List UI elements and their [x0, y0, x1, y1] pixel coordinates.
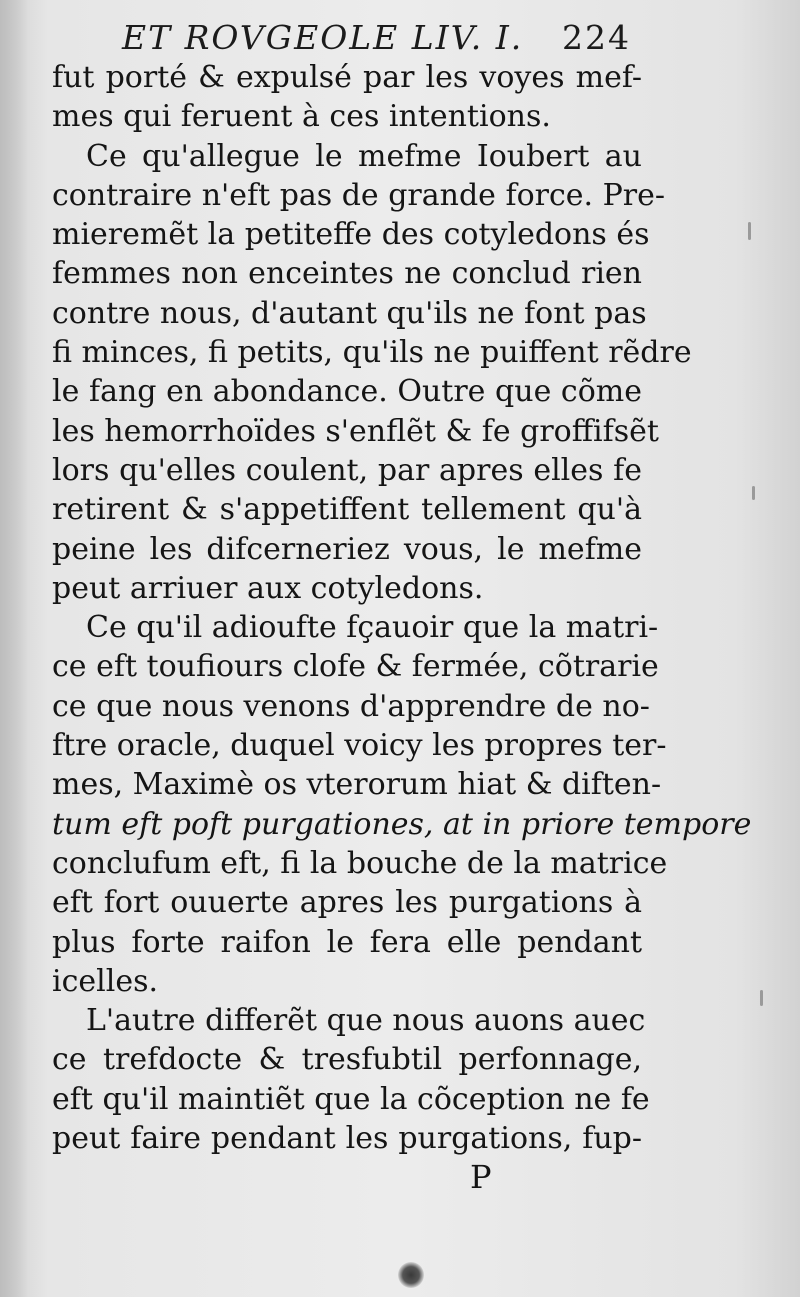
edge-mark	[748, 222, 751, 240]
text-line: peine les difcerneriez vous, le mefme	[52, 531, 642, 567]
text-line: Ce qu'il adioufte fçauoir que la matri-	[86, 610, 659, 646]
text-line: conclufum eft, fi la bouche de la matrice	[52, 845, 668, 881]
gutter-shadow	[0, 0, 28, 1297]
text-line: fut porté & expulsé par les voyes mef-	[52, 60, 642, 95]
text-line: ce que nous venons d'apprendre de no-	[52, 688, 650, 724]
edge-mark	[752, 486, 755, 500]
text-line: lors qu'elles coulent, par apres elles fe	[52, 452, 642, 488]
text-line: retirent & s'appetiffent tellement qu'à	[52, 492, 642, 528]
text-line: peut arriuer aux cotyledons.	[52, 570, 484, 606]
edge-mark	[760, 990, 763, 1006]
text-line: ce eft toufiours clofe & fermée, cõtrarie	[52, 649, 659, 685]
text-line: mes qui feruent à ces intentions.	[52, 99, 551, 135]
ink-smudge	[398, 1262, 424, 1288]
text-line: icelles.	[52, 963, 159, 999]
text-line: eft qu'il maintiẽt que la cõception ne fe	[52, 1081, 650, 1117]
text-line: les hemorrhoïdes s'enflẽt & fe groffifsẽt	[52, 413, 659, 449]
text-line: femmes non enceintes ne conclud rien	[52, 256, 642, 292]
text-line: peut faire pendant les purgations, fup-	[52, 1121, 642, 1157]
text-line: Ce qu'allegue le mefme Ioubert au	[86, 138, 642, 174]
text-line: ftre oracle, duquel voicy les propres ter-	[52, 728, 667, 764]
text-line: le fang en abondance. Outre que cõme	[52, 374, 642, 410]
text-line: ce trefdocte & tresfubtil perfonnage,	[52, 1042, 642, 1078]
running-head-title: ET ROVGEOLE LIV. I.	[122, 18, 524, 57]
running-head	[122, 18, 642, 62]
text-line-latin: tum eft poft purgationes, at in priore tempore	[52, 806, 752, 842]
text-line: L'autre differẽt que nous auons auec	[86, 1003, 646, 1039]
text-line: mes, Maximè os vterorum hiat & diften-	[52, 767, 662, 803]
page-number: 224	[562, 18, 631, 57]
text-line: plus forte raifon le fera elle pendant	[52, 924, 642, 960]
signature-mark: P	[470, 1158, 492, 1196]
text-line: fi minces, fi petits, qu'ils ne puiffent rẽdre	[52, 335, 692, 371]
text-line: mieremẽt la petiteffe des cotyledons és	[52, 217, 650, 253]
text-line: contraire n'eft pas de grande force. Pre-	[52, 177, 666, 213]
body-text	[52, 58, 752, 1158]
text-line: eft fort ouuerte apres les purgations à	[52, 885, 642, 921]
text-line: contre nous, d'autant qu'ils ne font pas	[52, 295, 647, 331]
